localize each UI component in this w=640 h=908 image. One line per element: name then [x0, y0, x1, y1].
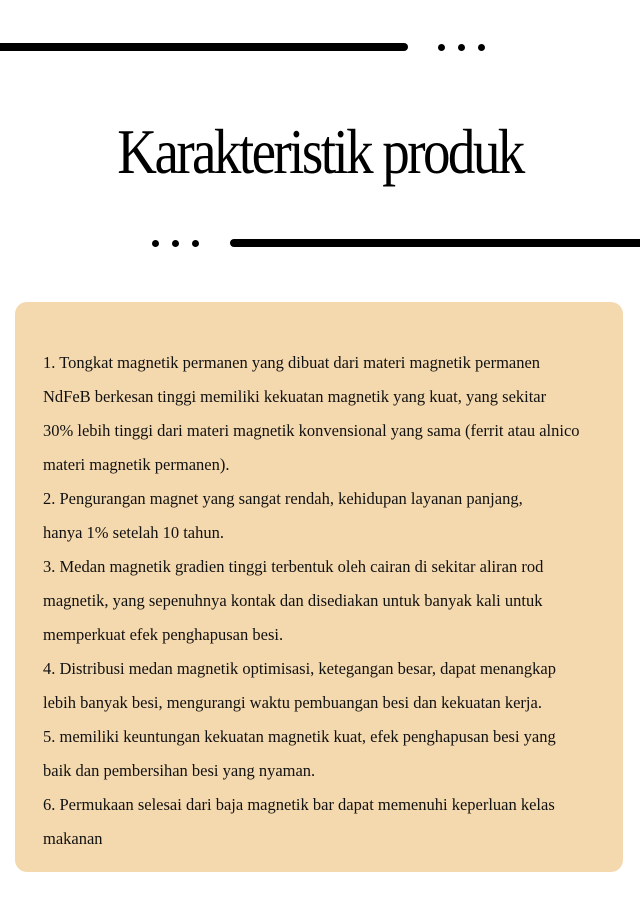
text-line: magnetik, yang sepenuhnya kontak dan disediakan untuk banyak kali untuk	[43, 591, 543, 610]
top-decorative-line	[0, 43, 408, 51]
text-line: 4. Distribusi medan magnetik optimisasi, ketegangan besar, dapat menangkap	[43, 659, 556, 678]
top-decorative-dots	[438, 44, 485, 51]
text-line: hanya 1% setelah 10 tahun.	[43, 523, 224, 542]
text-line: lebih banyak besi, mengurangi waktu pembuangan besi dan kekuatan kerja.	[43, 693, 542, 712]
text-line: 3. Medan magnetik gradien tinggi terbentuk oleh cairan di sekitar aliran rod	[43, 557, 544, 576]
text-line: memperkuat efek penghapusan besi.	[43, 625, 284, 644]
bottom-decorative-line	[230, 239, 640, 247]
characteristics-text	[43, 346, 623, 856]
dot	[478, 44, 485, 51]
text-line: baik dan pembersihan besi yang nyaman.	[43, 761, 316, 780]
text-line: NdFeB berkesan tinggi memiliki kekuatan magnetik yang kuat, yang sekitar	[43, 387, 547, 406]
text-line: 30% lebih tinggi dari materi magnetik konvensional yang sama (ferrit atau alnico	[43, 421, 580, 440]
text-line: materi magnetik permanen).	[43, 455, 230, 474]
bottom-decorative-dots	[152, 240, 199, 247]
dot	[152, 240, 159, 247]
text-line: 5. memiliki keuntungan kekuatan magnetik kuat, efek penghapusan besi yang	[43, 727, 556, 746]
text-line: 2. Pengurangan magnet yang sangat rendah, kehidupan layanan panjang,	[43, 489, 523, 508]
text-line: 6. Permukaan selesai dari baja magnetik bar dapat memenuhi keperluan kelas	[43, 795, 555, 814]
page-title: Karakteristik produk	[117, 116, 523, 187]
dot	[458, 44, 465, 51]
text-line: makanan	[43, 829, 103, 848]
dot	[172, 240, 179, 247]
dot	[438, 44, 445, 51]
text-line: 1. Tongkat magnetik permanen yang dibuat dari materi magnetik permanen	[43, 353, 541, 372]
dot	[192, 240, 199, 247]
